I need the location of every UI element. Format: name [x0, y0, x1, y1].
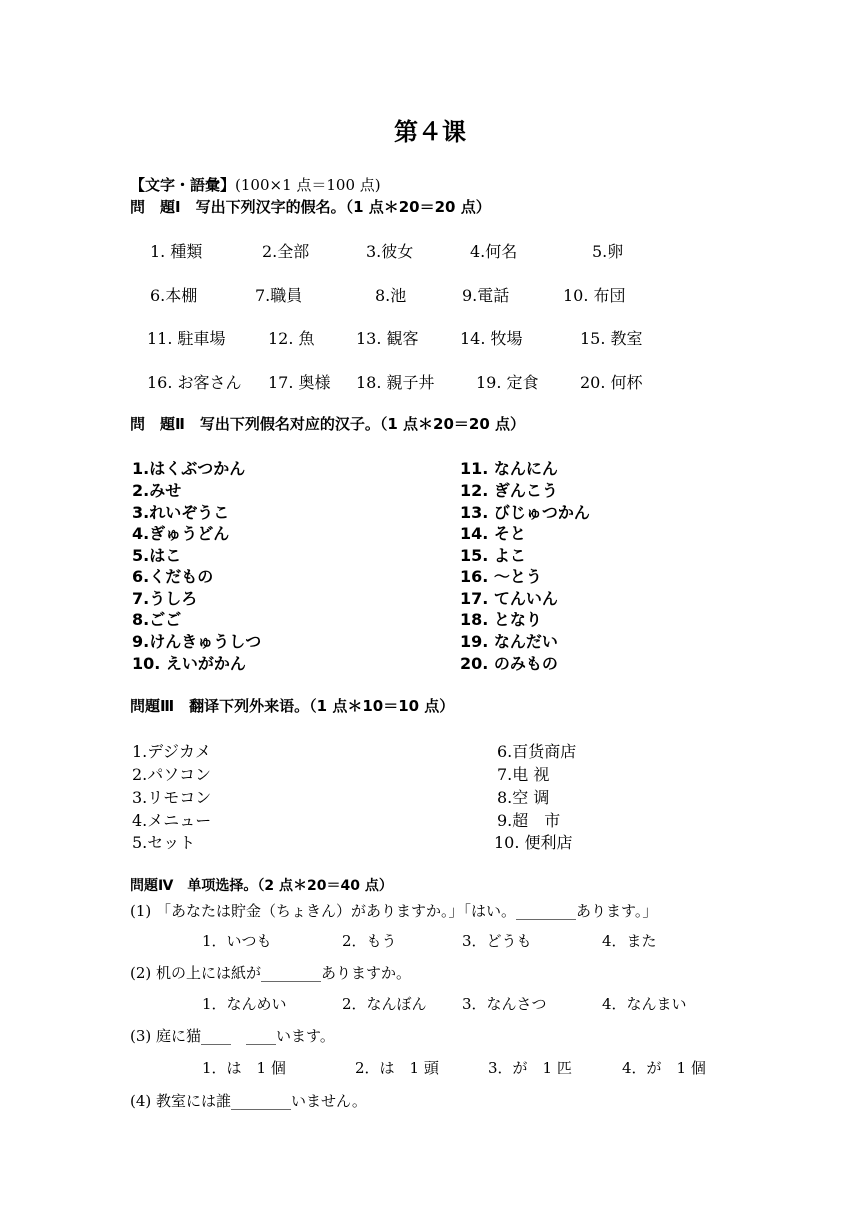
q2-item: 2.みせ — [132, 481, 182, 500]
q4-option: 2．なんぼん — [342, 995, 427, 1013]
q4-option: 3．が 1 匹 — [488, 1059, 572, 1077]
q4-question-2: (2) 机の上には紙が________ありますか。 — [130, 964, 412, 982]
q3-item: 9.超 市 — [497, 811, 561, 830]
q4-option: 1．いつも — [202, 932, 272, 950]
q1-item: 13. 観客 — [356, 329, 419, 348]
q1-item: 4.何名 — [470, 242, 518, 261]
q4-question-1: (1) 「あなたは貯金（ちょきん）がありますか。」「はい。________あります。」 — [130, 902, 658, 920]
q3-item: 2.パソコン — [132, 765, 211, 784]
q3-item: 7.电 视 — [497, 765, 550, 784]
q2-item: 10. えいがかん — [132, 654, 246, 673]
q2-item: 15. よこ — [460, 546, 526, 565]
q2-item: 12. ぎんこう — [460, 481, 558, 500]
q2-item: 4.ぎゅうどん — [132, 524, 230, 543]
q2-item: 7.うしろ — [132, 589, 198, 608]
q1-item: 7.職員 — [255, 286, 303, 305]
page-title: 第４课 — [394, 118, 466, 146]
q1-item: 18. 親子丼 — [356, 373, 435, 392]
q2-heading: 問 題Ⅱ 写出下列假名对应的汉子。（1 点＊20＝20 点） — [130, 415, 526, 433]
q4-heading: 問題Ⅳ 单项选择。（2 点＊20＝40 点） — [130, 878, 393, 894]
q2-item: 1.はくぶつかん — [132, 459, 246, 478]
q4-question-4: (4) 教室には誰________いません。 — [130, 1092, 367, 1110]
q1-item: 20. 何杯 — [580, 373, 643, 392]
q2-item: 3.れいぞうこ — [132, 503, 230, 522]
q1-heading: 問 題Ⅰ 写出下列汉字的假名。（1 点＊20＝20 点） — [130, 198, 491, 216]
q4-option: 1．は 1 個 — [202, 1059, 286, 1077]
q1-item: 6.本棚 — [150, 286, 198, 305]
q2-item: 8.ごご — [132, 610, 182, 629]
q1-item: 17. 奥様 — [268, 373, 331, 392]
q1-item: 10. 布団 — [563, 286, 626, 305]
q3-item: 10. 便利店 — [494, 833, 573, 852]
q3-item: 4.メニュー — [132, 811, 212, 830]
q4-option: 4．が 1 個 — [622, 1059, 706, 1077]
q2-item: 18. となり — [460, 610, 542, 629]
q2-item: 5.はこ — [132, 546, 182, 565]
q1-item: 2.全部 — [262, 242, 310, 261]
q3-item: 3.リモコン — [132, 788, 212, 807]
q4-option: 4．また — [602, 932, 657, 950]
q4-option: 1．なんめい — [202, 995, 287, 1013]
q1-item: 16. お客さん — [147, 373, 242, 392]
q2-item: 13. びじゅつかん — [460, 503, 590, 522]
section-header: 【文字・語彙】 — [130, 176, 236, 194]
q3-heading: 問題Ⅲ 翻译下列外来语。（1 点＊10＝10 点） — [130, 697, 455, 715]
q1-item: 11. 駐車場 — [147, 329, 226, 348]
q4-option: 4．なんまい — [602, 995, 687, 1013]
q2-item: 11. なんにん — [460, 459, 558, 478]
q2-item: 20. のみもの — [460, 654, 558, 673]
q2-item: 9.けんきゅうしつ — [132, 632, 262, 651]
q4-option: 3．なんさつ — [462, 995, 547, 1013]
q1-item: 14. 牧場 — [460, 329, 523, 348]
q1-item: 1. 種類 — [150, 242, 203, 261]
section-header-line — [130, 174, 381, 195]
q1-item: 12. 魚 — [268, 329, 315, 348]
q3-item: 6.百货商店 — [497, 742, 577, 761]
q3-item: 8.空 调 — [497, 788, 550, 807]
q3-item: 1.デジカメ — [132, 742, 211, 761]
q2-item: 6.くだもの — [132, 567, 214, 586]
q1-item: 9.電話 — [462, 286, 510, 305]
q1-item: 19. 定食 — [476, 373, 539, 392]
q1-item: 8.池 — [375, 286, 407, 305]
q4-option: 2．もう — [342, 932, 397, 950]
q4-option: 3．どうも — [462, 932, 532, 950]
q2-item: 16. ～とう — [460, 567, 542, 586]
q4-question-3: (3) 庭に猫____ ____います。 — [130, 1027, 335, 1045]
q2-item: 17. てんいん — [460, 589, 558, 608]
section-score: (100×1 点＝100 点) — [235, 176, 381, 194]
q3-item: 5.セット — [132, 833, 196, 852]
q2-item: 14. そと — [460, 524, 526, 543]
q1-item: 3.彼女 — [366, 242, 414, 261]
q2-item: 19. なんだい — [460, 632, 558, 651]
q4-option: 2．は 1 頭 — [355, 1059, 439, 1077]
q1-item: 15. 教室 — [580, 329, 643, 348]
q1-item: 5.卵 — [592, 242, 624, 261]
